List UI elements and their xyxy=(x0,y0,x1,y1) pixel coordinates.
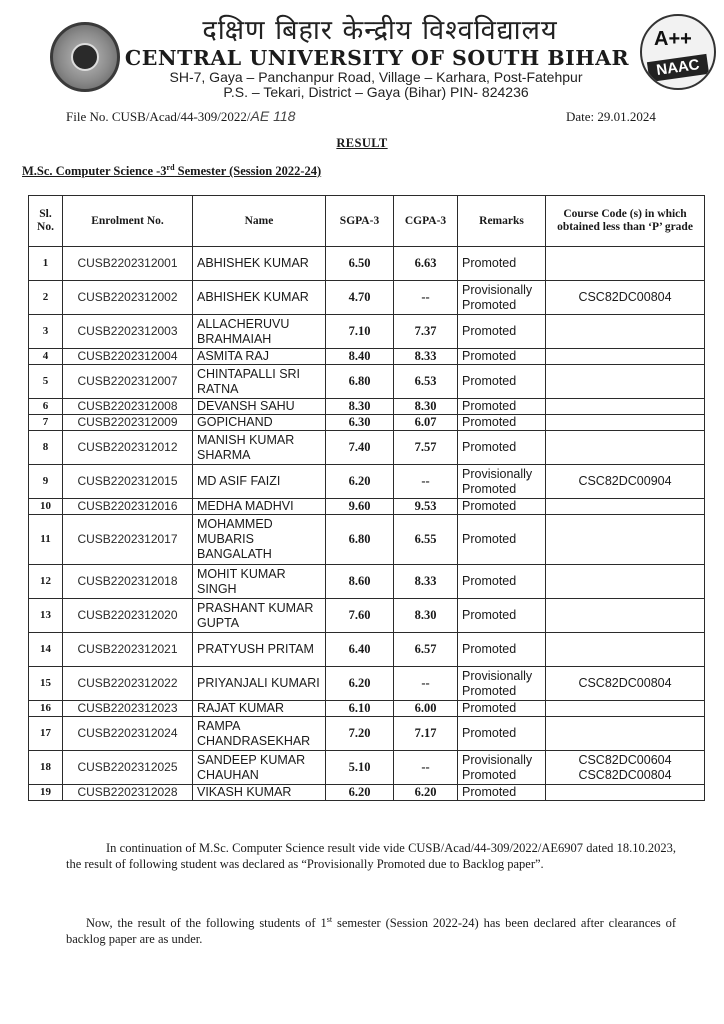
file-number-handwritten: AE 118 xyxy=(250,108,296,124)
cell-sl-no: 12 xyxy=(29,565,63,599)
paragraph-backlog-clearance: Now, the result of the following students of 1st semester (Session 2022-24) has been declared after clearances of backlog paper are as under. xyxy=(66,915,676,947)
cell-sgpa: 6.20 xyxy=(326,667,394,701)
col-course-codes: Course Code (s) in which obtained less than ‘P’ grade xyxy=(546,196,705,247)
table-row xyxy=(29,717,705,751)
cell-remarks: Promoted xyxy=(458,785,546,801)
cell-course-codes xyxy=(546,349,705,365)
cell-remarks: Promoted xyxy=(458,599,546,633)
cell-remarks: Promoted xyxy=(458,415,546,431)
table-row xyxy=(29,465,705,499)
cell-enrolment-no: CUSB2202312012 xyxy=(63,431,193,465)
cell-remarks: Promoted xyxy=(458,701,546,717)
col-cgpa: CGPA-3 xyxy=(394,196,458,247)
result-heading: RESULT xyxy=(336,136,388,150)
cell-sgpa: 8.40 xyxy=(326,349,394,365)
table-row xyxy=(29,247,705,281)
cell-sl-no: 17 xyxy=(29,717,63,751)
col-sl-no: Sl. No. xyxy=(29,196,63,247)
cell-sl-no: 4 xyxy=(29,349,63,365)
cell-cgpa: 6.55 xyxy=(394,515,458,565)
cell-sl-no: 6 xyxy=(29,399,63,415)
cell-enrolment-no: CUSB2202312004 xyxy=(63,349,193,365)
cell-enrolment-no: CUSB2202312020 xyxy=(63,599,193,633)
cell-cgpa: 8.33 xyxy=(394,565,458,599)
cell-name: PRASHANT KUMAR GUPTA xyxy=(193,599,326,633)
col-remarks: Remarks xyxy=(458,196,546,247)
naac-grade: A++ xyxy=(654,28,692,50)
cell-remarks: Provisionally Promoted xyxy=(458,751,546,785)
cell-name: VIKASH KUMAR xyxy=(193,785,326,801)
table-row xyxy=(29,599,705,633)
cell-remarks: Promoted xyxy=(458,499,546,515)
cell-course-codes xyxy=(546,633,705,667)
program-title: M.Sc. Computer Science -3rd Semester (Session 2022-24) xyxy=(22,163,322,179)
cell-sgpa: 9.60 xyxy=(326,499,394,515)
cell-name: CHINTAPALLI SRI RATNA xyxy=(193,365,326,399)
cell-enrolment-no: CUSB2202312021 xyxy=(63,633,193,667)
cell-name: RAJAT KUMAR xyxy=(193,701,326,717)
cell-course-codes: CSC82DC00604 CSC82DC00804 xyxy=(546,751,705,785)
col-name: Name xyxy=(193,196,326,247)
cell-cgpa: 6.07 xyxy=(394,415,458,431)
cell-name: GOPICHAND xyxy=(193,415,326,431)
table-row xyxy=(29,515,705,565)
cell-enrolment-no: CUSB2202312022 xyxy=(63,667,193,701)
cell-name: DEVANSH SAHU xyxy=(193,399,326,415)
cell-remarks: Promoted xyxy=(458,247,546,281)
cell-cgpa: 8.30 xyxy=(394,599,458,633)
cell-course-codes xyxy=(546,365,705,399)
cell-cgpa: -- xyxy=(394,281,458,315)
cell-sgpa: 6.10 xyxy=(326,701,394,717)
university-logo xyxy=(50,22,120,92)
cell-remarks: Provisionally Promoted xyxy=(458,667,546,701)
cell-enrolment-no: CUSB2202312015 xyxy=(63,465,193,499)
cell-enrolment-no: CUSB2202312017 xyxy=(63,515,193,565)
cell-enrolment-no: CUSB2202312016 xyxy=(63,499,193,515)
cell-sgpa: 5.10 xyxy=(326,751,394,785)
cell-sl-no: 13 xyxy=(29,599,63,633)
cell-cgpa: 9.53 xyxy=(394,499,458,515)
cell-sl-no: 11 xyxy=(29,515,63,565)
cell-remarks: Provisionally Promoted xyxy=(458,465,546,499)
file-number xyxy=(66,108,295,125)
cell-name: PRIYANJALI KUMARI xyxy=(193,667,326,701)
cell-remarks: Promoted xyxy=(458,515,546,565)
cell-remarks: Promoted xyxy=(458,349,546,365)
cell-sl-no: 14 xyxy=(29,633,63,667)
cell-course-codes xyxy=(546,785,705,801)
table-row xyxy=(29,751,705,785)
table-row xyxy=(29,701,705,717)
university-name-english: CENTRAL UNIVERSITY OF SOUTH BIHAR xyxy=(124,46,630,70)
cell-sl-no: 5 xyxy=(29,365,63,399)
cell-enrolment-no: CUSB2202312025 xyxy=(63,751,193,785)
table-row xyxy=(29,565,705,599)
cell-cgpa: 7.57 xyxy=(394,431,458,465)
cell-name: SANDEEP KUMAR CHAUHAN xyxy=(193,751,326,785)
address-line-2: P.S. – Tekari, District – Gaya (Bihar) PIN- 824236 xyxy=(223,84,529,100)
cell-sgpa: 6.30 xyxy=(326,415,394,431)
cell-sgpa: 7.20 xyxy=(326,717,394,751)
cell-cgpa: 8.33 xyxy=(394,349,458,365)
cell-sgpa: 6.80 xyxy=(326,365,394,399)
cell-sl-no: 16 xyxy=(29,701,63,717)
cell-remarks: Provisionally Promoted xyxy=(458,281,546,315)
cell-course-codes: CSC82DC00804 xyxy=(546,281,705,315)
cell-sgpa: 7.60 xyxy=(326,599,394,633)
cell-cgpa: 6.63 xyxy=(394,247,458,281)
cell-name: ALLACHERUVU BRAHMAIAH xyxy=(193,315,326,349)
cell-enrolment-no: CUSB2202312028 xyxy=(63,785,193,801)
cell-course-codes xyxy=(546,415,705,431)
cell-cgpa: 6.53 xyxy=(394,365,458,399)
naac-badge xyxy=(640,14,716,90)
cell-sl-no: 10 xyxy=(29,499,63,515)
table-row xyxy=(29,785,705,801)
cell-course-codes xyxy=(546,599,705,633)
cell-name: MOHIT KUMAR SINGH xyxy=(193,565,326,599)
cell-sl-no: 9 xyxy=(29,465,63,499)
table-header-row xyxy=(29,196,705,247)
table-row xyxy=(29,281,705,315)
paragraph-continuation: In continuation of M.Sc. Computer Science result vide vide CUSB/Acad/44-309/2022/AE6907 dated 18.10.2023, the result of following student was declared as “Provisionally Promoted due to Backlog paper”. xyxy=(66,841,676,871)
table-row xyxy=(29,633,705,667)
cell-remarks: Promoted xyxy=(458,633,546,667)
cell-sgpa: 8.60 xyxy=(326,565,394,599)
cell-course-codes xyxy=(546,717,705,751)
cell-sgpa: 6.50 xyxy=(326,247,394,281)
cell-sgpa: 4.70 xyxy=(326,281,394,315)
table-row xyxy=(29,349,705,365)
cell-cgpa: -- xyxy=(394,667,458,701)
cell-course-codes xyxy=(546,247,705,281)
cell-cgpa: 6.20 xyxy=(394,785,458,801)
cell-sgpa: 7.10 xyxy=(326,315,394,349)
cell-enrolment-no: CUSB2202312018 xyxy=(63,565,193,599)
cell-course-codes xyxy=(546,399,705,415)
cell-cgpa: 6.57 xyxy=(394,633,458,667)
cell-course-codes xyxy=(546,701,705,717)
cell-remarks: Promoted xyxy=(458,399,546,415)
cell-remarks: Promoted xyxy=(458,315,546,349)
cell-enrolment-no: CUSB2202312003 xyxy=(63,315,193,349)
cell-course-codes xyxy=(546,431,705,465)
cell-name: PRATYUSH PRITAM xyxy=(193,633,326,667)
cell-remarks: Promoted xyxy=(458,431,546,465)
cell-enrolment-no: CUSB2202312002 xyxy=(63,281,193,315)
cell-sgpa: 7.40 xyxy=(326,431,394,465)
cell-course-codes xyxy=(546,499,705,515)
cell-sgpa: 6.20 xyxy=(326,785,394,801)
cell-sgpa: 8.30 xyxy=(326,399,394,415)
cell-course-codes: CSC82DC00904 xyxy=(546,465,705,499)
cell-cgpa: 7.37 xyxy=(394,315,458,349)
cell-enrolment-no: CUSB2202312024 xyxy=(63,717,193,751)
cell-name: MEDHA MADHVI xyxy=(193,499,326,515)
cell-cgpa: -- xyxy=(394,465,458,499)
cell-sl-no: 18 xyxy=(29,751,63,785)
table-row xyxy=(29,415,705,431)
cell-course-codes xyxy=(546,315,705,349)
table-row xyxy=(29,315,705,349)
cell-enrolment-no: CUSB2202312008 xyxy=(63,399,193,415)
address-line-1: SH-7, Gaya – Panchanpur Road, Village – Karhara, Post-Fatehpur xyxy=(169,69,583,85)
cell-course-codes xyxy=(546,515,705,565)
cell-sl-no: 3 xyxy=(29,315,63,349)
cell-remarks: Promoted xyxy=(458,717,546,751)
cell-name: MANISH KUMAR SHARMA xyxy=(193,431,326,465)
cell-enrolment-no: CUSB2202312007 xyxy=(63,365,193,399)
cell-sl-no: 7 xyxy=(29,415,63,431)
cell-enrolment-no: CUSB2202312009 xyxy=(63,415,193,431)
result-table xyxy=(28,195,705,801)
cell-sl-no: 15 xyxy=(29,667,63,701)
table-row xyxy=(29,399,705,415)
cell-remarks: Promoted xyxy=(458,565,546,599)
cell-sgpa: 6.40 xyxy=(326,633,394,667)
cell-name: ABHISHEK KUMAR xyxy=(193,247,326,281)
cell-sgpa: 6.80 xyxy=(326,515,394,565)
cell-enrolment-no: CUSB2202312023 xyxy=(63,701,193,717)
cell-name: MD ASIF FAIZI xyxy=(193,465,326,499)
cell-sl-no: 2 xyxy=(29,281,63,315)
cell-name: MOHAMMED MUBARIS BANGALATH xyxy=(193,515,326,565)
table-row xyxy=(29,499,705,515)
cell-course-codes: CSC82DC00804 xyxy=(546,667,705,701)
naac-label: NAAC xyxy=(647,54,709,82)
cell-cgpa: 8.30 xyxy=(394,399,458,415)
col-sgpa: SGPA-3 xyxy=(326,196,394,247)
cell-cgpa: -- xyxy=(394,751,458,785)
cell-name: RAMPA CHANDRASEKHAR xyxy=(193,717,326,751)
cell-sl-no: 19 xyxy=(29,785,63,801)
university-name-hindi: दक्षिण बिहार केन्द्रीय विश्वविद्यालय xyxy=(202,15,558,46)
table-row xyxy=(29,667,705,701)
file-number-text: File No. CUSB/Acad/44-309/2022/ xyxy=(66,109,251,124)
cell-sgpa: 6.20 xyxy=(326,465,394,499)
cell-course-codes xyxy=(546,565,705,599)
table-row xyxy=(29,365,705,399)
cell-name: ABHISHEK KUMAR xyxy=(193,281,326,315)
cell-remarks: Promoted xyxy=(458,365,546,399)
cell-sl-no: 1 xyxy=(29,247,63,281)
cell-enrolment-no: CUSB2202312001 xyxy=(63,247,193,281)
table-row xyxy=(29,431,705,465)
cell-cgpa: 7.17 xyxy=(394,717,458,751)
cell-cgpa: 6.00 xyxy=(394,701,458,717)
col-enrolment-no: Enrolment No. xyxy=(63,196,193,247)
cell-sl-no: 8 xyxy=(29,431,63,465)
document-date: Date: 29.01.2024 xyxy=(566,109,656,124)
cell-name: ASMITA RAJ xyxy=(193,349,326,365)
